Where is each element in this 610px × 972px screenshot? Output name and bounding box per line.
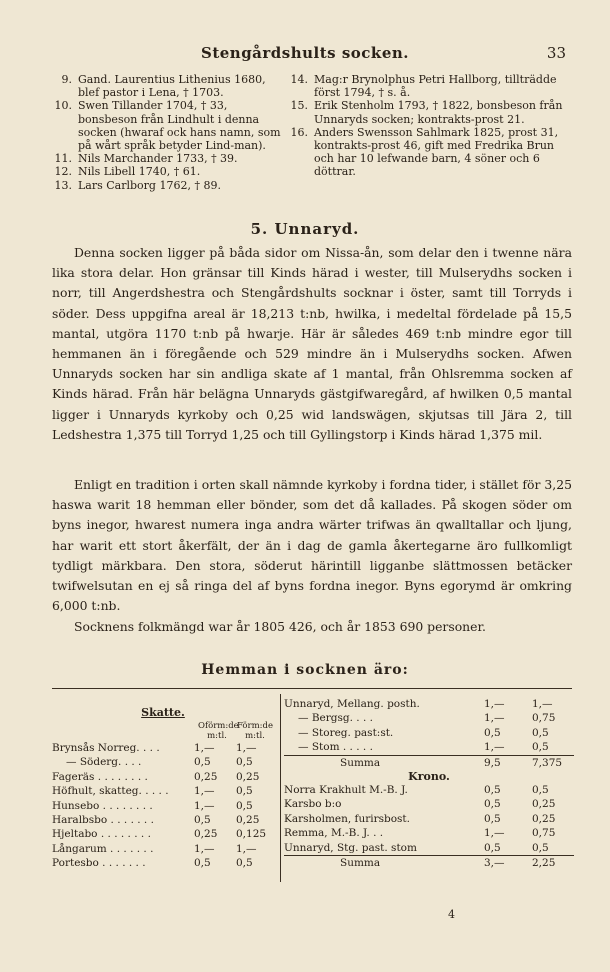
footnote-number: 10. (54, 99, 72, 113)
column-header: Oförm:de m:tl. (198, 721, 239, 741)
row-value: 1,— (194, 742, 215, 754)
footnote-text: Swen Tillander 1704, † 33, bonsbeson från Lindhult i denna socken (hwaraf ock hans namn, som på wårt språk betyder Lind-man). (78, 99, 281, 153)
table-top-rule (52, 688, 572, 689)
row-value: 0,5 (236, 785, 253, 798)
table-row (52, 770, 274, 784)
row-value: 0,5 (236, 857, 253, 870)
sum-value: 2,25 (532, 856, 556, 869)
page-number: 33 (546, 44, 566, 62)
footnotes-right (290, 73, 572, 179)
row-value: 0,5 (532, 726, 549, 739)
body-paragraph: Socknens folkmängd war år 1805 426, och år 1853 690 personer. (74, 619, 486, 634)
footnote-text: Mag:r Brynolphus Petri Hallborg, tillträdde först 1794, † s. å. (314, 73, 557, 100)
row-value: 0,125 (236, 828, 267, 841)
row-value: 1,— (532, 698, 553, 710)
row-name: Karsholmen, furirsbost. (284, 812, 410, 825)
table-row (284, 711, 574, 725)
body-paragraph: Enligt en tradition i orten skall nämnde kyrkoby i fordna tider, i stället för 3,25 haswa warit 18 hemman eller bönder, som det då kallades. På skogen söder om byns inegor, hwarest numera inga andra wärter trifwas än qwalltallar och ljung, har warit ett stort åkerfält, der än i dag de gamla åkertegarne äro fullkomligt tydligt märkbara. Den stora, söderut härintill ligganbe slättmossen betäcker twifwelsutan en ej så ringa del af byns fordna inegor. Byns egorymd är omkring 6,000 t:nb. (52, 477, 572, 614)
table-column-headers (52, 721, 274, 741)
sum-value: 7,375 (532, 756, 563, 769)
footnote-number: 9. (61, 73, 72, 86)
row-name: — Storeg. past:st. (298, 726, 394, 739)
footnote-text: Anders Swensson Sahlmark 1825, prost 31, kontrakts-prost 46, gift med Fredrika Brun och har 10 lefwande barn, 4 söner och 6 döttrar. (314, 125, 559, 179)
row-name: Unnaryd, Stg. past. stom (284, 841, 417, 854)
row-value: 1,— (194, 785, 215, 798)
footnote (54, 152, 288, 165)
sum-value: 9,5 (484, 756, 501, 769)
row-value: 1,— (236, 742, 257, 754)
table-right-column (284, 697, 574, 870)
table-row (284, 797, 574, 811)
table-row (52, 856, 274, 870)
footnote (54, 73, 288, 99)
table-row (52, 813, 274, 827)
row-value: 0,25 (236, 813, 260, 826)
row-name: Unnaryd, Mellang. posth. (284, 698, 420, 710)
row-value: 0,5 (484, 726, 501, 739)
row-name: Höfhult, skatteg. . . . . (52, 785, 169, 798)
row-value: 0,5 (194, 813, 211, 826)
row-value: 0,5 (532, 783, 549, 796)
footnote-number: 14. (290, 73, 308, 86)
row-name: Hunsebo . . . . . . . . (52, 799, 153, 812)
table-row (52, 842, 274, 856)
sum-label: Summa (340, 856, 381, 869)
table-row (284, 726, 574, 740)
footnote-text: Nils Marchander 1733, † 39. (78, 152, 238, 166)
table-subhead: Krono. (408, 769, 450, 783)
row-name: Karsbo b:o (284, 798, 342, 811)
footnote-text: Nils Libell 1740, † 61. (78, 165, 201, 179)
table-column-divider (280, 694, 281, 882)
row-name: — Stom . . . . . (298, 741, 373, 754)
table-row (52, 799, 274, 813)
row-value: 0,5 (484, 798, 501, 811)
table-row (52, 784, 274, 798)
footnote-text: Lars Carlborg 1762, † 89. (78, 178, 221, 192)
table-row (284, 812, 574, 826)
row-name: Hjeltabo . . . . . . . . (52, 828, 151, 841)
footnote (290, 126, 572, 179)
row-value: 0,25 (532, 798, 556, 811)
row-name: Långarum . . . . . . . (52, 842, 154, 855)
row-name: Fageräs . . . . . . . . (52, 770, 148, 783)
running-header (0, 44, 610, 66)
row-value: 0,5 (194, 857, 211, 870)
table-row (284, 826, 574, 840)
row-value: 0,5 (484, 812, 501, 825)
table-subhead: Skatte. (141, 706, 185, 719)
row-value: 0,5 (484, 783, 501, 796)
row-name: Portesbo . . . . . . . (52, 857, 146, 870)
row-name: — Bergsg. . . . (298, 712, 373, 725)
footnote (54, 179, 288, 192)
row-value: 0,5 (236, 756, 253, 769)
footnote (290, 73, 572, 99)
table-row (52, 827, 274, 841)
row-value: 0,75 (532, 827, 556, 840)
table-left-column (52, 700, 274, 871)
row-value: 0,25 (532, 812, 556, 825)
footnote-text: Erik Stenholm 1793, † 1822, bonsbeson från Unnaryds socken; kontrakts-prost 21. (314, 99, 563, 126)
row-value: 0,75 (532, 712, 556, 725)
footnote (290, 99, 572, 125)
footnote-number: 15. (290, 99, 308, 113)
body-paragraph: Denna socken ligger på båda sidor om Nissa-ån, som delar den i twenne nära lika stora delar. Hon gränsar till Kinds härad i wester, till Mulserydhs socken i norr, till Angerdshestra och Stengårdshults socknar i öster, samt till Torryds i söder. Dess uppgifna areal är 18,213 t:nb, hwilka, i medeltal fördelade på 15,5 mantal, utgöra 1170 t:nb på hwarje. Här är således 469 t:nb mindre egor till hemmanen än i föregående och 529 mindre än i Mulserydhs socken. Afwen Unnaryds socken har sin andliga skate af 1 mantal, från Ohlsremma socken af Kinds härad. Från här belägna Unnaryds gästgifwaregård, af hwilken 0,5 mantal ligger i Unnaryds kyrkoby och 0,25 wid landswägen, skjutsas till Jära 2, till Ledshestra 1,375 till Torryd 1,25 och till Gyllingstorp i Kinds härad 1,375 mil. (52, 245, 572, 442)
row-value: 1,— (194, 799, 215, 812)
row-value: 0,25 (194, 828, 218, 841)
table-title: Hemman i socknen äro: (201, 662, 409, 678)
footnote (54, 165, 288, 178)
row-value: 1,— (484, 741, 505, 754)
row-value: 1,— (194, 842, 215, 855)
row-value: 1,— (484, 712, 505, 725)
row-value: 1,— (484, 698, 505, 710)
row-value: 0,5 (532, 841, 549, 854)
footnote-number: 16. (290, 125, 308, 139)
row-name: Remma, M.-B. J. . . (284, 827, 384, 840)
footnote-number: 13. (54, 178, 72, 192)
footnote-number: 12. (54, 165, 72, 179)
table-row (52, 755, 274, 769)
running-title: Stengårdshults socken. (200, 44, 409, 62)
row-value: 1,— (484, 827, 505, 840)
row-value: 0,25 (236, 770, 260, 783)
footnotes-left (54, 73, 288, 192)
sum-value: 3,— (484, 856, 505, 869)
table-row (284, 841, 574, 855)
sum-row (284, 755, 574, 770)
row-value: 0,25 (194, 770, 218, 783)
footnote-number: 11. (54, 152, 72, 166)
row-value: 0,5 (236, 799, 253, 812)
row-name: Haralbsbo . . . . . . . (52, 813, 154, 826)
table-row (284, 697, 574, 711)
sum-row (284, 855, 574, 870)
table-row (52, 741, 274, 755)
sum-label: Summa (340, 756, 381, 769)
footnote-text: Gand. Laurentius Lithenius 1680, blef pastor i Lena, † 1703. (78, 73, 266, 100)
section-title: 5. Unnaryd. (250, 220, 360, 238)
row-value: 0,5 (484, 841, 501, 854)
row-name: Brynsås Norreg. . . . (52, 742, 160, 754)
footnote (54, 99, 288, 152)
table-row (284, 783, 574, 797)
row-value: 0,5 (532, 741, 549, 754)
row-value: 1,— (236, 842, 257, 855)
row-value: 0,5 (194, 756, 211, 769)
signature-mark: 4 (448, 908, 455, 921)
row-name: Norra Krakhult M.-B. J. (284, 783, 408, 796)
row-name: — Söderg. . . . (66, 756, 142, 769)
column-header: Förm:de m:tl. (236, 721, 273, 741)
table-row (284, 740, 574, 754)
